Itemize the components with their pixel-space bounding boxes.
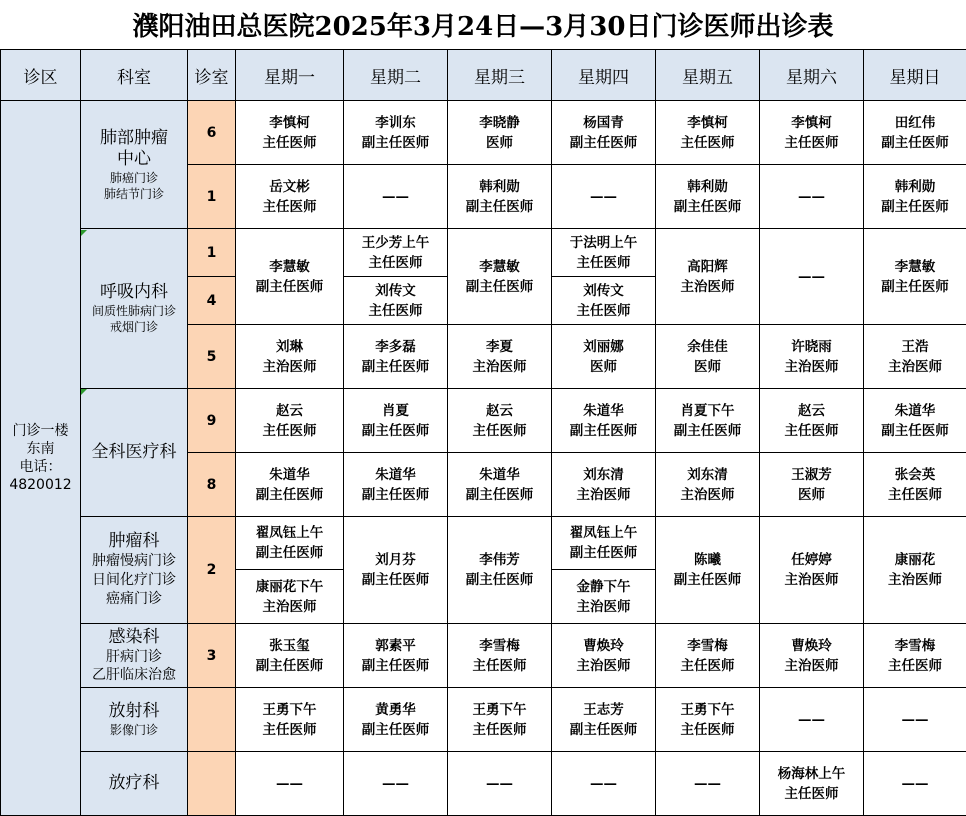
schedule-table bbox=[0, 49, 966, 816]
doctor-title: 副主任医师 bbox=[255, 545, 324, 561]
doctor-title: 主任医师 bbox=[784, 785, 839, 802]
doctor-title: 医师 bbox=[486, 134, 513, 151]
dept-onco bbox=[81, 517, 188, 624]
doctor-name: 刘传文 bbox=[375, 282, 416, 299]
doctor-half bbox=[552, 569, 655, 623]
doctor-title: 主治医师 bbox=[576, 657, 631, 674]
dash: —— bbox=[798, 188, 825, 205]
doctor-name: 王少芳上午 bbox=[361, 234, 430, 251]
doctor-title: 副主任医师 bbox=[673, 572, 742, 588]
doctor-cell-split bbox=[552, 517, 656, 624]
doctor-name: 韩利勋 bbox=[479, 178, 520, 195]
doctor-name: 李多磊 bbox=[375, 338, 416, 355]
doctor-name: 李训东 bbox=[375, 114, 416, 131]
room-number: 1 bbox=[188, 229, 236, 277]
doctor-name: 朱道华 bbox=[375, 466, 416, 483]
doctor-title: 副主任医师 bbox=[361, 134, 430, 151]
doctor-half bbox=[344, 276, 447, 324]
doctor-cell-split bbox=[552, 229, 656, 325]
dash: —— bbox=[901, 775, 929, 792]
doctor-name: 肖夏 bbox=[382, 402, 409, 419]
doctor-name: 黄勇华 bbox=[375, 701, 416, 718]
doctor-cell bbox=[656, 517, 760, 624]
dash: —— bbox=[798, 711, 825, 728]
doctor-name: 王勇下午 bbox=[680, 701, 735, 718]
doctor-cell bbox=[760, 325, 864, 389]
doctor-cell bbox=[552, 624, 656, 688]
doctor-name: 李慧敏 bbox=[894, 258, 936, 275]
header-dept: 科室 bbox=[81, 50, 188, 101]
doctor-name: 翟凤钰上午 bbox=[255, 525, 324, 541]
doctor-title: 副主任医师 bbox=[569, 422, 638, 439]
doctor-title: 主任医师 bbox=[262, 134, 317, 151]
zone-line: 门诊一楼 bbox=[12, 423, 69, 439]
doctor-cell-split bbox=[344, 229, 448, 325]
table-row bbox=[1, 101, 966, 165]
dept-sub: 癌痛门诊 bbox=[106, 591, 162, 607]
doctor-title: 副主任医师 bbox=[361, 572, 430, 588]
doctor-title: 主任医师 bbox=[680, 134, 735, 151]
doctor-name: 翟凤钰上午 bbox=[569, 525, 638, 541]
doctor-cell bbox=[656, 325, 760, 389]
dept-name: 肿瘤科 bbox=[108, 531, 160, 551]
doctor-title: 副主任医师 bbox=[465, 486, 534, 503]
doctor-title: 主治医师 bbox=[888, 572, 942, 588]
doctor-name: 余佳佳 bbox=[687, 338, 728, 355]
doctor-cell bbox=[236, 325, 344, 389]
doctor-cell bbox=[344, 624, 448, 688]
doctor-name: 王勇下午 bbox=[262, 701, 317, 718]
dept-name: 肺部肿瘤中心 bbox=[100, 127, 168, 169]
doctor-title: 主任医师 bbox=[784, 134, 839, 151]
doctor-cell bbox=[552, 453, 656, 517]
cell-marker-icon bbox=[81, 389, 87, 395]
doctor-cell bbox=[236, 453, 344, 517]
dept-gen bbox=[81, 389, 188, 517]
header-mon: 星期一 bbox=[236, 50, 344, 101]
doctor-cell bbox=[448, 389, 552, 453]
doctor-name: 韩利勋 bbox=[687, 178, 728, 195]
doctor-title: 副主任医师 bbox=[255, 486, 324, 503]
dash: —— bbox=[901, 711, 929, 728]
header-room: 诊室 bbox=[188, 50, 236, 101]
doctor-cell bbox=[344, 453, 448, 517]
dept-sub: 肝病门诊 bbox=[106, 649, 162, 665]
dept-inf bbox=[81, 624, 188, 688]
header-sat: 星期六 bbox=[760, 50, 864, 101]
doctor-name: 张会英 bbox=[894, 466, 936, 483]
doctor-name: 李慎柯 bbox=[687, 114, 728, 131]
dept-sub: 戒烟门诊 bbox=[109, 320, 158, 334]
doctor-half bbox=[552, 229, 655, 276]
room-number: 9 bbox=[188, 389, 236, 453]
dash: —— bbox=[486, 775, 513, 792]
zone-cell bbox=[1, 101, 81, 816]
doctor-cell bbox=[656, 101, 760, 165]
dept-name: 呼吸内科 bbox=[100, 282, 168, 302]
doctor-name: 曹焕玲 bbox=[583, 637, 624, 654]
dash: —— bbox=[590, 188, 617, 205]
doctor-title: 主治医师 bbox=[680, 278, 735, 295]
doctor-title: 主任医师 bbox=[472, 721, 527, 738]
doctor-cell bbox=[760, 389, 864, 453]
table-row bbox=[1, 688, 966, 752]
room-number: 6 bbox=[188, 101, 236, 165]
doctor-title: 副主任医师 bbox=[673, 422, 742, 439]
doctor-title: 主任医师 bbox=[368, 254, 423, 271]
doctor-title: 主任医师 bbox=[680, 721, 735, 738]
dept-lung bbox=[81, 101, 188, 229]
room-number: 4 bbox=[188, 277, 236, 325]
doctor-title: 医师 bbox=[694, 358, 721, 375]
doctor-title: 主任医师 bbox=[368, 302, 423, 319]
doctor-name: 康丽花 bbox=[894, 552, 936, 568]
doctor-title: 医师 bbox=[798, 486, 825, 503]
doctor-title: 副主任医师 bbox=[881, 198, 949, 215]
doctor-title: 主任医师 bbox=[576, 302, 631, 319]
doctor-name: 赵云 bbox=[798, 402, 825, 419]
empty-cell bbox=[552, 165, 656, 229]
doctor-name: 刘月芬 bbox=[375, 552, 416, 568]
empty-cell bbox=[864, 688, 966, 752]
doctor-cell bbox=[448, 688, 552, 752]
doctor-name: 李夏 bbox=[486, 338, 513, 355]
room-number: 3 bbox=[188, 624, 236, 688]
doctor-name: 赵云 bbox=[486, 402, 513, 419]
doctor-cell bbox=[448, 624, 552, 688]
doctor-cell bbox=[760, 752, 864, 816]
doctor-title: 副主任医师 bbox=[465, 278, 534, 295]
doctor-name: 张玉玺 bbox=[269, 637, 310, 654]
doctor-name: 朱道华 bbox=[894, 402, 936, 419]
dept-sub: 肺癌门诊 bbox=[109, 170, 158, 185]
doctor-name: 杨海林上午 bbox=[777, 765, 846, 782]
room-number bbox=[188, 688, 236, 752]
doctor-name: 岳文彬 bbox=[269, 178, 310, 195]
doctor-name: 曹焕玲 bbox=[791, 637, 832, 654]
doctor-name: 李雪梅 bbox=[479, 637, 520, 654]
doctor-cell bbox=[344, 517, 448, 624]
doctor-name: 李慎柯 bbox=[269, 114, 310, 131]
doctor-cell bbox=[864, 229, 966, 325]
doctor-title: 副主任医师 bbox=[361, 721, 430, 738]
doctor-name: 朱道华 bbox=[269, 466, 310, 483]
room-number: 8 bbox=[188, 453, 236, 517]
doctor-title: 副主任医师 bbox=[361, 358, 430, 375]
doctor-cell bbox=[656, 624, 760, 688]
doctor-cell bbox=[864, 325, 966, 389]
room-number: 5 bbox=[188, 325, 236, 389]
doctor-half bbox=[344, 229, 447, 276]
doctor-title: 主任医师 bbox=[888, 486, 942, 503]
doctor-name: 李晓静 bbox=[479, 114, 520, 131]
doctor-title: 主任医师 bbox=[262, 721, 317, 738]
doctor-name: 王勇下午 bbox=[472, 701, 527, 718]
doctor-cell bbox=[864, 101, 966, 165]
doctor-title: 主任医师 bbox=[262, 422, 317, 439]
doctor-title: 副主任医师 bbox=[569, 545, 638, 561]
doctor-title: 副主任医师 bbox=[569, 134, 638, 151]
doctor-cell bbox=[552, 101, 656, 165]
dept-sub: 肿瘤慢病门诊 bbox=[92, 553, 176, 569]
doctor-name: 李慧敏 bbox=[479, 258, 520, 275]
dash: —— bbox=[382, 188, 409, 205]
doctor-name: 李雪梅 bbox=[894, 637, 936, 654]
doctor-name: 刘东清 bbox=[583, 466, 624, 483]
doctor-cell bbox=[236, 624, 344, 688]
header-sun: 星期日 bbox=[864, 50, 966, 101]
doctor-name: 田红伟 bbox=[894, 114, 936, 131]
doctor-title: 主任医师 bbox=[472, 657, 527, 674]
doctor-cell bbox=[864, 624, 966, 688]
doctor-title: 副主任医师 bbox=[361, 657, 430, 674]
doctor-cell bbox=[552, 389, 656, 453]
doctor-name: 李雪梅 bbox=[687, 637, 728, 654]
doctor-name: 郭素平 bbox=[375, 637, 416, 654]
empty-cell bbox=[344, 752, 448, 816]
doctor-name: 于法明上午 bbox=[569, 234, 638, 251]
doctor-cell bbox=[448, 325, 552, 389]
dash: —— bbox=[590, 775, 617, 792]
empty-cell bbox=[760, 688, 864, 752]
doctor-cell bbox=[864, 517, 966, 624]
header-row bbox=[1, 50, 966, 101]
doctor-cell bbox=[656, 229, 760, 325]
empty-cell bbox=[864, 752, 966, 816]
header-fri: 星期五 bbox=[656, 50, 760, 101]
doctor-name: 王浩 bbox=[901, 338, 929, 355]
zone-line: 电话： bbox=[19, 459, 62, 475]
doctor-title: 主任医师 bbox=[680, 657, 735, 674]
doctor-title: 副主任医师 bbox=[569, 721, 638, 738]
doctor-name: 许晓雨 bbox=[791, 338, 832, 355]
doctor-cell bbox=[236, 101, 344, 165]
doctor-cell bbox=[448, 453, 552, 517]
doctor-name: 杨国青 bbox=[583, 114, 624, 131]
empty-cell bbox=[344, 165, 448, 229]
cell-marker-icon bbox=[81, 230, 87, 236]
table-row bbox=[1, 389, 966, 453]
doctor-name: 任婷婷 bbox=[791, 552, 832, 568]
doctor-title: 主治医师 bbox=[576, 598, 631, 615]
doctor-cell bbox=[448, 165, 552, 229]
header-zone: 诊区 bbox=[1, 50, 81, 101]
doctor-title: 主治医师 bbox=[784, 572, 839, 588]
doctor-title: 主治医师 bbox=[784, 358, 839, 375]
room-number: 1 bbox=[188, 165, 236, 229]
doctor-cell bbox=[656, 453, 760, 517]
doctor-name: 高阳辉 bbox=[687, 258, 728, 275]
doctor-title: 副主任医师 bbox=[881, 278, 949, 295]
doctor-cell bbox=[552, 325, 656, 389]
doctor-name: 刘琳 bbox=[276, 338, 303, 355]
doctor-cell bbox=[864, 165, 966, 229]
doctor-name: 陈曦 bbox=[694, 552, 721, 568]
empty-cell bbox=[448, 752, 552, 816]
doctor-cell bbox=[236, 688, 344, 752]
doctor-half bbox=[552, 276, 655, 324]
doctor-name: 金静下午 bbox=[576, 578, 631, 595]
doctor-title: 主治医师 bbox=[680, 486, 735, 503]
dept-name: 放射科 bbox=[108, 701, 160, 721]
doctor-name: 刘传文 bbox=[583, 282, 624, 299]
table-row bbox=[1, 624, 966, 688]
header-wed: 星期三 bbox=[448, 50, 552, 101]
doctor-title: 副主任医师 bbox=[255, 657, 324, 674]
doctor-cell bbox=[448, 229, 552, 325]
empty-cell bbox=[760, 229, 864, 325]
empty-cell bbox=[552, 752, 656, 816]
doctor-name: 赵云 bbox=[276, 402, 303, 419]
zone-line: 4820012 bbox=[9, 477, 72, 493]
doctor-cell bbox=[552, 688, 656, 752]
header-tue: 星期二 bbox=[344, 50, 448, 101]
empty-cell bbox=[236, 752, 344, 816]
doctor-half bbox=[552, 517, 655, 569]
doctor-cell bbox=[656, 688, 760, 752]
dash: —— bbox=[276, 775, 303, 792]
doctor-name: 刘东清 bbox=[687, 466, 728, 483]
doctor-cell bbox=[344, 101, 448, 165]
doctor-cell bbox=[864, 389, 966, 453]
doctor-title: 副主任医师 bbox=[881, 134, 949, 151]
table-row bbox=[1, 752, 966, 816]
doctor-title: 主治医师 bbox=[888, 358, 942, 375]
dept-name: 放疗科 bbox=[108, 773, 160, 793]
room-number: 2 bbox=[188, 517, 236, 624]
dept-sub: 乙肝临床治愈 bbox=[92, 667, 176, 683]
doctor-title: 副主任医师 bbox=[673, 198, 742, 215]
doctor-title: 副主任医师 bbox=[465, 198, 534, 215]
doctor-half bbox=[236, 569, 343, 623]
doctor-cell bbox=[760, 624, 864, 688]
doctor-name: 李伟芳 bbox=[479, 552, 520, 568]
doctor-title: 主治医师 bbox=[784, 657, 839, 674]
doctor-title: 主治医师 bbox=[262, 598, 317, 615]
table-row bbox=[1, 229, 966, 277]
doctor-title: 主任医师 bbox=[472, 422, 527, 439]
doctor-title: 医师 bbox=[590, 358, 617, 375]
empty-cell bbox=[760, 165, 864, 229]
doctor-name: 李慎柯 bbox=[791, 114, 832, 131]
doctor-cell bbox=[760, 101, 864, 165]
doctor-name: 韩利勋 bbox=[894, 178, 936, 195]
doctor-cell bbox=[864, 453, 966, 517]
zone-line: 东南 bbox=[26, 441, 55, 457]
empty-cell bbox=[656, 752, 760, 816]
dept-resp bbox=[81, 229, 188, 389]
doctor-name: 李慧敏 bbox=[269, 258, 310, 275]
doctor-title: 主任医师 bbox=[576, 254, 631, 271]
doctor-cell bbox=[656, 389, 760, 453]
dept-sub: 日间化疗门诊 bbox=[92, 572, 176, 588]
doctor-name: 刘丽娜 bbox=[583, 338, 624, 355]
doctor-cell bbox=[448, 101, 552, 165]
doctor-title: 主治医师 bbox=[472, 358, 527, 375]
doctor-name: 朱道华 bbox=[479, 466, 520, 483]
doctor-cell bbox=[344, 389, 448, 453]
dept-name: 感染科 bbox=[108, 627, 160, 647]
doctor-name: 朱道华 bbox=[583, 402, 624, 419]
doctor-title: 副主任医师 bbox=[361, 486, 430, 503]
doctor-name: 王志芳 bbox=[583, 701, 624, 718]
doctor-title: 副主任医师 bbox=[361, 422, 430, 439]
dept-radio bbox=[81, 752, 188, 816]
doctor-title: 副主任医师 bbox=[255, 278, 324, 295]
doctor-cell-split bbox=[236, 517, 344, 624]
dash: —— bbox=[798, 268, 825, 285]
doctor-title: 主治医师 bbox=[576, 486, 631, 503]
doctor-title: 主任医师 bbox=[784, 422, 839, 439]
doctor-cell bbox=[236, 165, 344, 229]
doctor-title: 主任医师 bbox=[888, 657, 942, 674]
doctor-cell bbox=[760, 517, 864, 624]
doctor-name: 王淑芳 bbox=[791, 466, 832, 483]
doctor-cell bbox=[760, 453, 864, 517]
table-row bbox=[1, 517, 966, 624]
dept-name: 全科医疗科 bbox=[91, 442, 177, 462]
doctor-cell bbox=[656, 165, 760, 229]
doctor-title: 主治医师 bbox=[262, 358, 317, 375]
dash: —— bbox=[694, 775, 721, 792]
doctor-cell bbox=[344, 325, 448, 389]
doctor-half bbox=[236, 517, 343, 569]
header-thu: 星期四 bbox=[552, 50, 656, 101]
doctor-title: 主任医师 bbox=[262, 198, 317, 215]
room-number bbox=[188, 752, 236, 816]
dash: —— bbox=[382, 775, 409, 792]
doctor-title: 副主任医师 bbox=[465, 572, 534, 588]
doctor-name: 康丽花下午 bbox=[255, 578, 324, 595]
doctor-cell bbox=[236, 229, 344, 325]
dept-sub: 间质性肺病门诊 bbox=[91, 304, 176, 318]
dept-rad bbox=[81, 688, 188, 752]
doctor-name: 肖夏下午 bbox=[680, 402, 735, 419]
dept-sub: 肺结节门诊 bbox=[103, 186, 164, 201]
doctor-cell bbox=[448, 517, 552, 624]
doctor-cell bbox=[344, 688, 448, 752]
doctor-title: 副主任医师 bbox=[881, 422, 949, 439]
page-title: 濮阳油田总医院2025年3月24日—3月30日门诊医师出诊表 bbox=[132, 12, 834, 42]
dept-sub: 影像门诊 bbox=[109, 723, 158, 737]
doctor-cell bbox=[236, 389, 344, 453]
